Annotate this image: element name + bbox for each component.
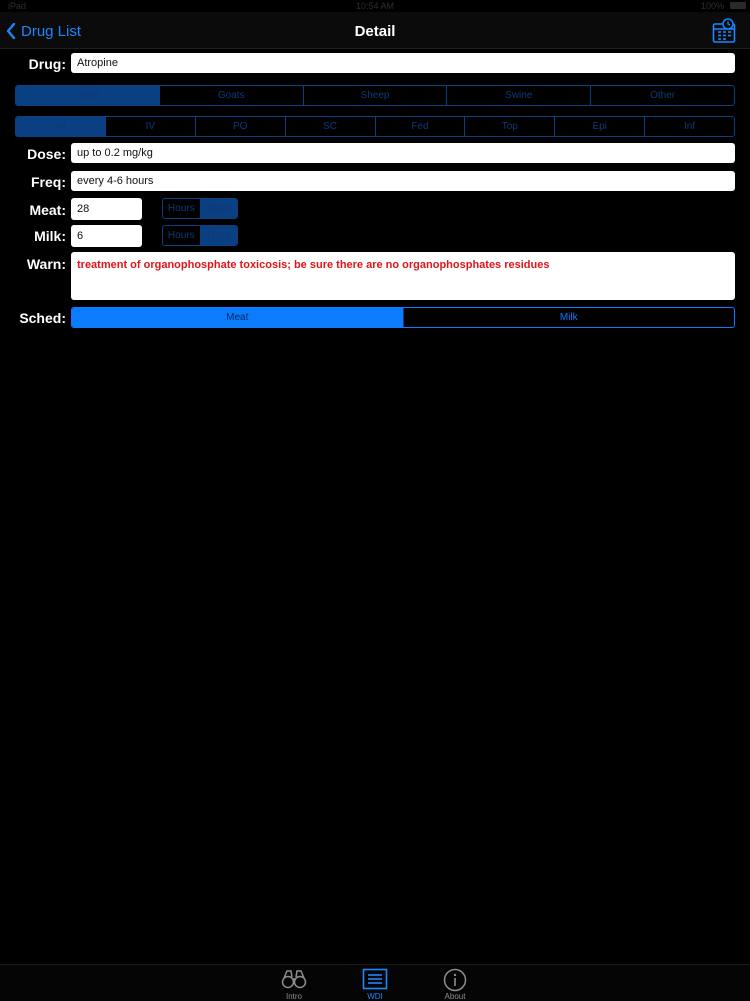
segment-species-1[interactable]: Goats	[160, 86, 304, 105]
dose-field[interactable]: up to 0.2 mg/kg	[71, 143, 735, 163]
segment-route-2[interactable]: PO	[196, 117, 286, 136]
drug-field[interactable]: Atropine	[71, 53, 735, 73]
dose-label: Dose:	[27, 146, 66, 162]
tab-wdi[interactable]	[345, 967, 405, 1001]
segment-route-4[interactable]: Fed	[376, 117, 466, 136]
tab-bar	[0, 964, 750, 1001]
segment-route-6[interactable]: Epi	[555, 117, 645, 136]
segment-sched-milk[interactable]: Milk	[559, 312, 578, 323]
segment-route-5[interactable]: Top	[465, 117, 555, 136]
segment-route-1[interactable]: IV	[106, 117, 196, 136]
back-button-label: Drug List	[21, 22, 82, 40]
sched-label: Sched:	[19, 310, 66, 326]
status-time: 10:54 AM	[355, 1, 395, 11]
segment-species-3[interactable]: Swine	[447, 86, 591, 105]
carrier-label: iPad	[8, 1, 27, 11]
segment-species-2[interactable]: Sheep	[304, 86, 448, 105]
warning-text-area[interactable]	[71, 252, 735, 300]
drug-label: Drug:	[28, 56, 66, 72]
segment-route-7[interactable]: Inf	[684, 121, 696, 132]
binoculars-icon	[281, 968, 307, 990]
tab-wdi-label: WDI	[367, 992, 383, 1001]
schedule-button[interactable]	[712, 18, 736, 44]
page-title: Detail	[354, 23, 396, 40]
segment-sched-meat[interactable]: Meat	[72, 308, 404, 327]
meat-withdrawal-field[interactable]: 28	[71, 198, 142, 220]
tab-intro[interactable]	[264, 967, 324, 1001]
meat-unit-segmented-control	[162, 198, 238, 219]
tab-about[interactable]	[425, 967, 485, 1001]
route-segmented-control	[15, 116, 735, 137]
segment-species-4[interactable]: Other	[650, 90, 676, 101]
segment-meat-days[interactable]: Days	[201, 199, 238, 218]
calendar-clock-icon	[712, 18, 736, 44]
list-icon	[362, 968, 388, 990]
freq-label: Freq:	[31, 174, 66, 190]
status-bar	[0, 0, 750, 12]
warn-label: Warn:	[26, 256, 66, 272]
schedule-segmented-control	[71, 307, 735, 328]
milk-label: Milk:	[34, 228, 66, 244]
info-icon	[443, 968, 467, 992]
battery-percent: 100%	[700, 1, 724, 11]
segment-milk-hours[interactable]: Hours	[163, 226, 201, 245]
species-segmented-control	[15, 85, 735, 106]
segment-meat-hours[interactable]: Hours	[163, 199, 201, 218]
segment-milk-days[interactable]: Days	[201, 226, 238, 245]
freq-field[interactable]: every 4-6 hours	[71, 171, 735, 191]
segment-route-0[interactable]: IM	[16, 117, 106, 136]
navigation-bar	[0, 12, 750, 49]
meat-label: Meat:	[29, 202, 66, 218]
warning-text: treatment of organophosphate toxicosis; be sure there are no organophosphates residues	[77, 259, 550, 271]
tab-intro-label: Intro	[285, 992, 302, 1001]
milk-withdrawal-field[interactable]: 6	[71, 225, 142, 247]
segment-route-3[interactable]: SC	[286, 117, 376, 136]
segment-species-0[interactable]: Cattle	[16, 86, 160, 105]
tab-about-label: About	[444, 992, 466, 1001]
milk-unit-segmented-control	[162, 225, 238, 246]
battery-icon	[730, 2, 746, 9]
